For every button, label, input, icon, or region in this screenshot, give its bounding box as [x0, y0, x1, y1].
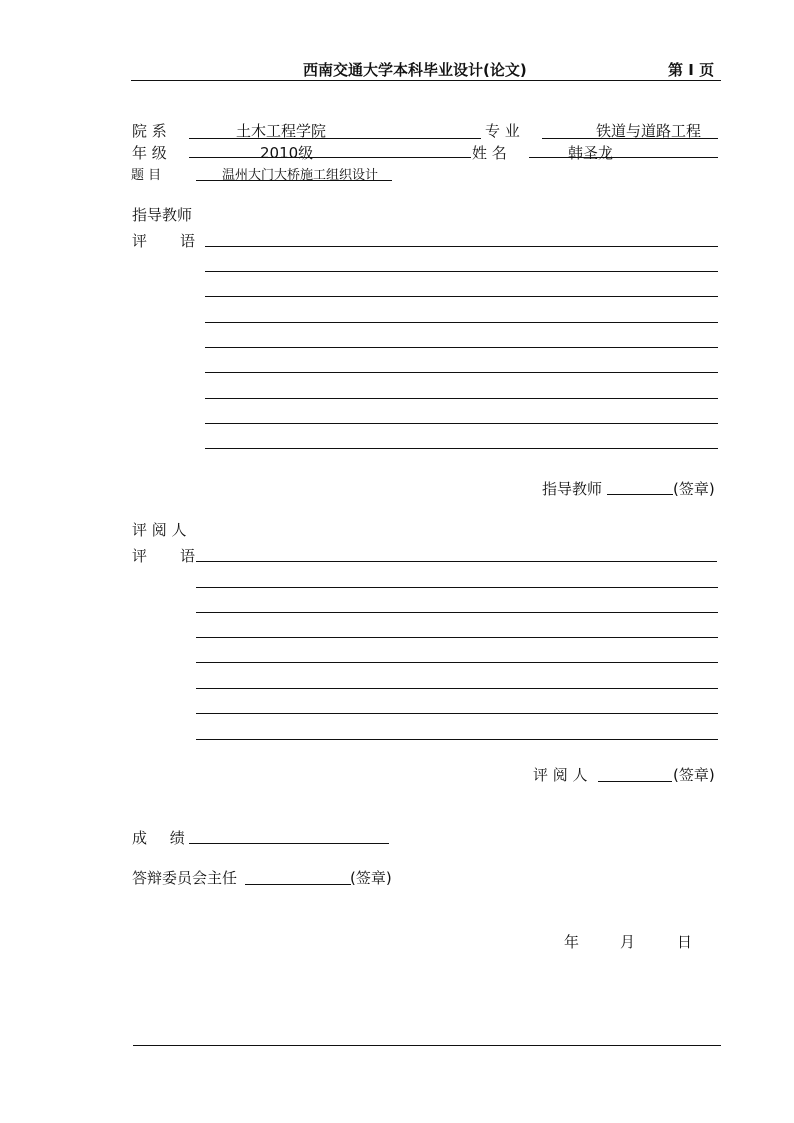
- dept-value: 土木工程学院: [236, 122, 327, 140]
- reviewer-comment-line: [196, 713, 718, 714]
- page-prefix: 第: [668, 61, 684, 79]
- final-grade-line: [189, 843, 389, 844]
- date-year: 年: [564, 933, 580, 951]
- date-month: 月: [620, 933, 636, 951]
- reviewer-comment-label-1: 评: [132, 547, 148, 565]
- topic-value: 温州大门大桥施工组织设计: [222, 168, 379, 183]
- name-label: 姓 名: [472, 144, 507, 162]
- grade-year-value: 2010级: [260, 144, 314, 162]
- grade-year-label: 年 级: [132, 144, 167, 162]
- advisor-comment-label-1: 评: [132, 232, 148, 250]
- name-value: 韩圣龙: [568, 144, 614, 162]
- topic-underline: [196, 180, 392, 181]
- advisor-comment-line: [205, 322, 718, 323]
- advisor-comment-line: [205, 372, 718, 373]
- advisor-sign-label: 指导教师: [542, 480, 603, 498]
- advisor-comment-line: [205, 398, 718, 399]
- advisor-comment-line: [205, 246, 718, 247]
- reviewer-comment-line: [196, 612, 718, 613]
- footer-rule: [133, 1045, 721, 1046]
- reviewer-title: 评 阅 人: [132, 521, 187, 539]
- grade-year-underline: [189, 157, 471, 158]
- reviewer-comment-label-2: 语: [180, 547, 196, 565]
- header-rule: [131, 80, 721, 81]
- page-suffix: 页: [699, 61, 715, 79]
- page-number: [668, 59, 714, 80]
- reviewer-seal: (签章): [673, 766, 715, 784]
- committee-seal: (签章): [350, 869, 392, 887]
- major-value: 铁道与道路工程: [596, 122, 702, 140]
- reviewer-comment-line: [196, 561, 717, 562]
- advisor-comment-line: [205, 296, 718, 297]
- advisor-title: 指导教师: [132, 206, 193, 224]
- topic-label: 题 目: [131, 168, 162, 183]
- advisor-comment-line: [205, 347, 718, 348]
- reviewer-comment-line: [196, 587, 718, 588]
- reviewer-comment-line: [196, 688, 718, 689]
- advisor-comment-line: [205, 448, 718, 449]
- date-day: 日: [677, 933, 693, 951]
- advisor-comment-label-2: 语: [180, 232, 196, 250]
- document-header-title: 西南交通大学本科毕业设计(论文): [303, 61, 527, 79]
- advisor-sign-line: [607, 494, 673, 495]
- dept-underline: [189, 138, 481, 139]
- reviewer-sign-label: 评 阅 人: [533, 766, 588, 784]
- advisor-comment-line: [205, 271, 718, 272]
- major-underline: [542, 138, 718, 139]
- page-number-value: I: [688, 61, 694, 79]
- reviewer-comment-line: [196, 662, 718, 663]
- advisor-seal: (签章): [673, 480, 715, 498]
- reviewer-sign-line: [598, 781, 672, 782]
- name-underline: [529, 157, 718, 158]
- advisor-comment-line: [205, 423, 718, 424]
- final-grade-label: 成 绩: [132, 829, 185, 847]
- reviewer-comment-line: [196, 739, 718, 740]
- committee-chair-label: 答辩委员会主任: [132, 869, 238, 887]
- major-label: 专 业: [485, 122, 520, 140]
- reviewer-comment-line: [196, 637, 718, 638]
- committee-sign-line: [245, 884, 351, 885]
- dept-label: 院 系: [132, 122, 167, 140]
